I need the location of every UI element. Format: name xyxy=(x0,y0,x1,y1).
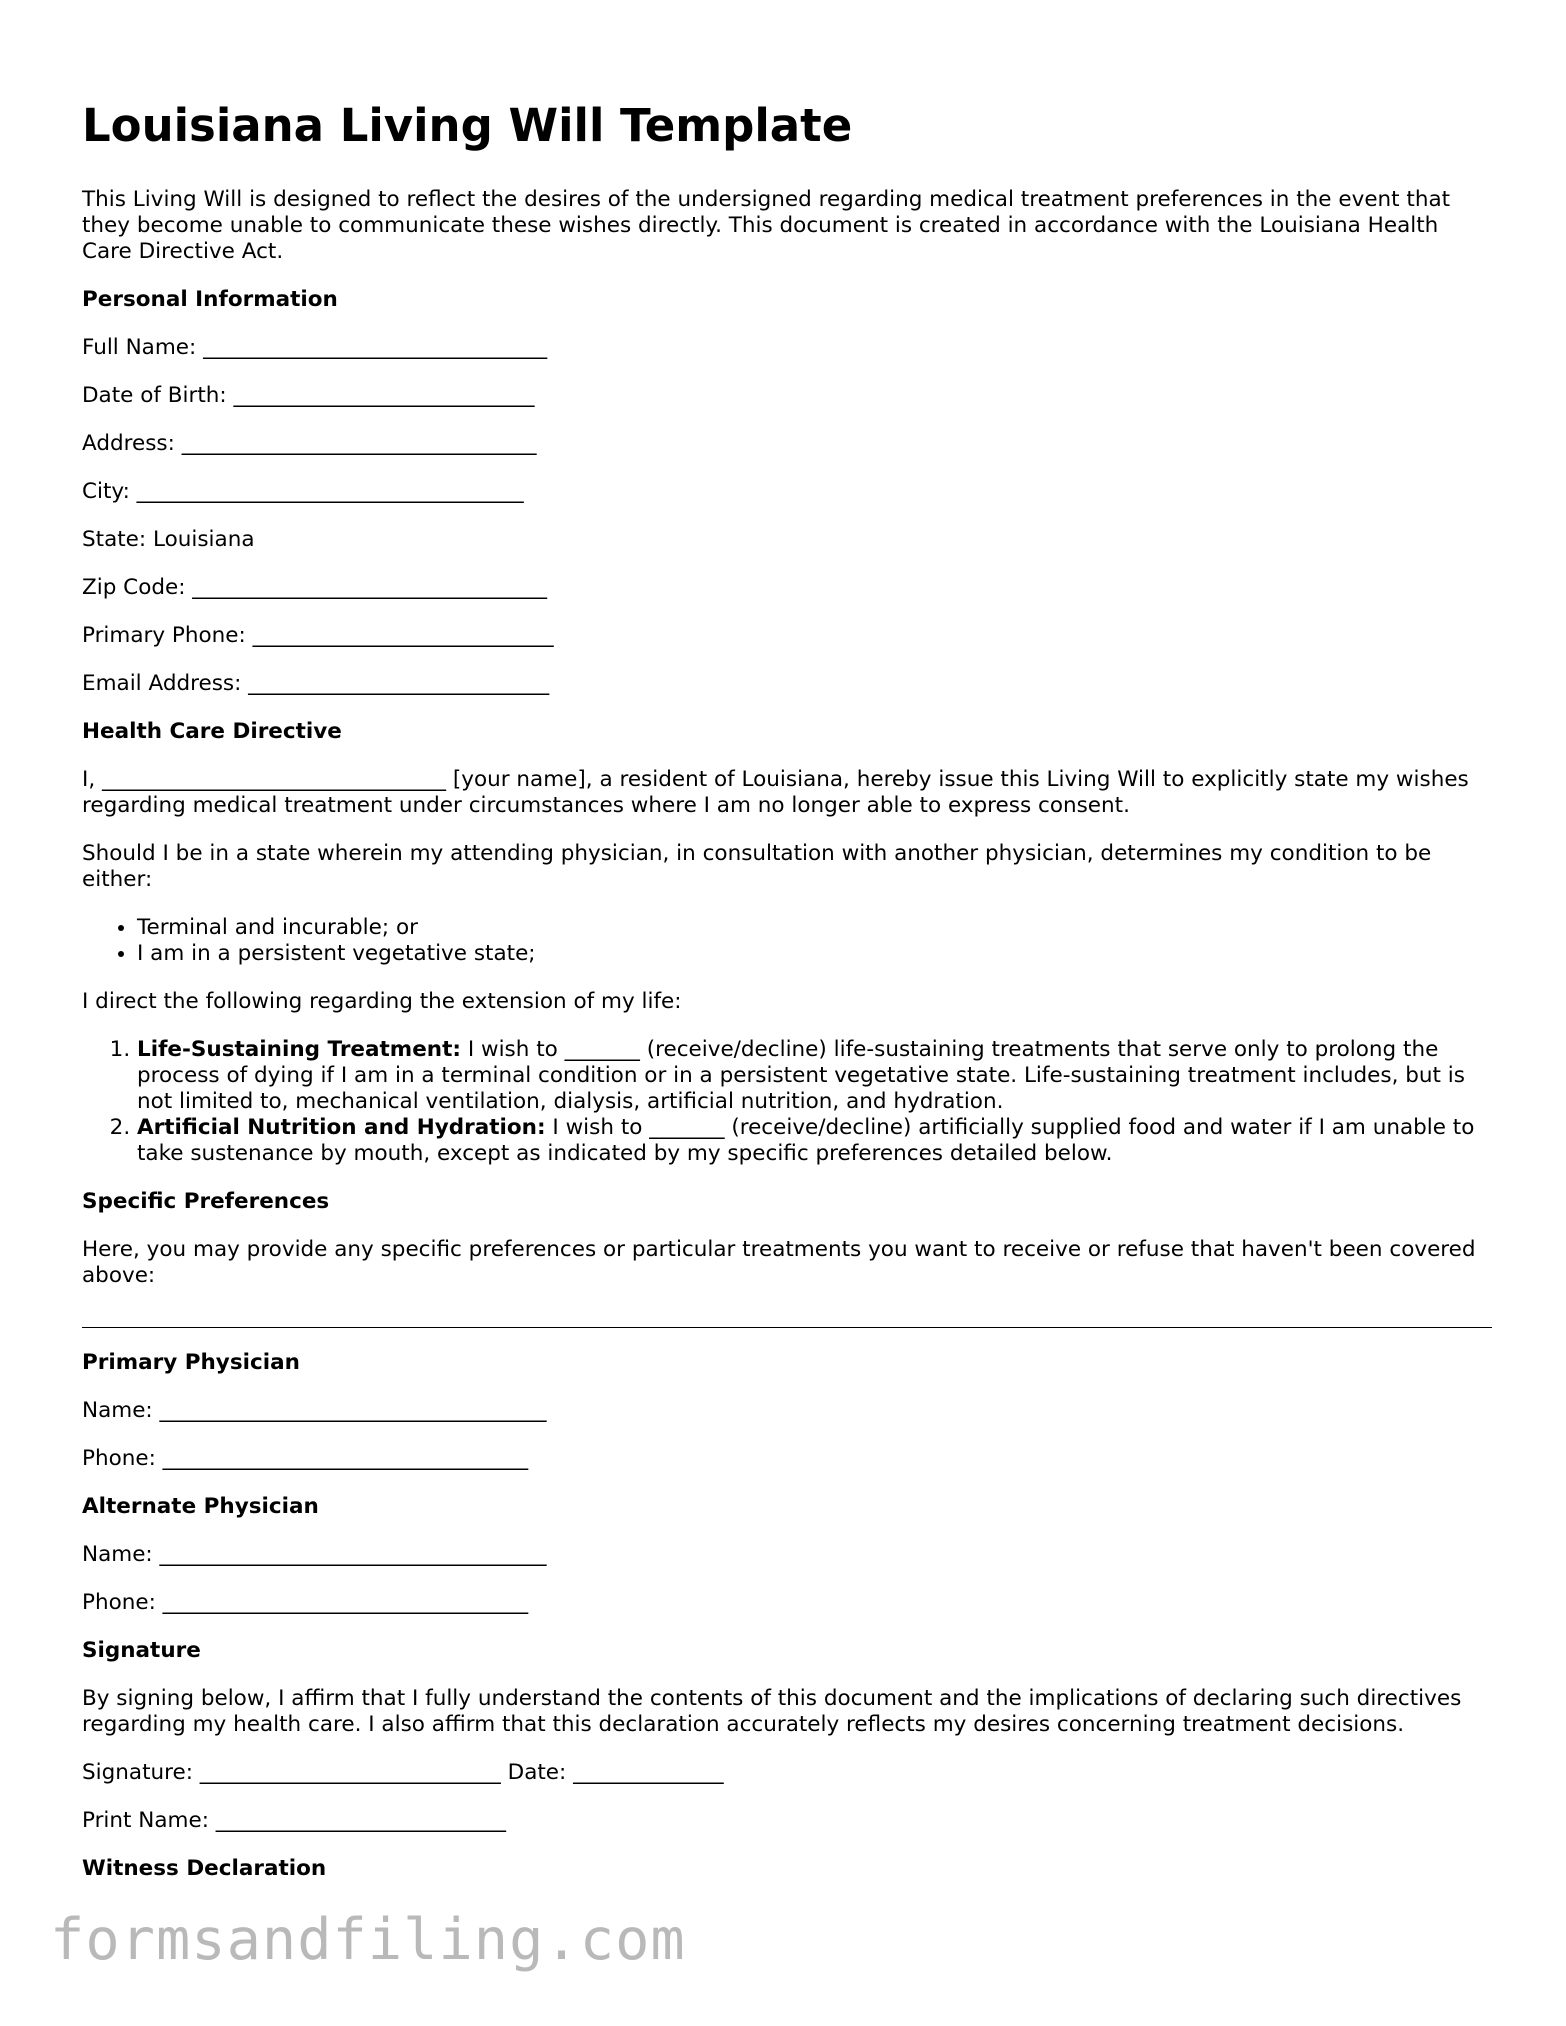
address-field[interactable]: Address: _________________________________ xyxy=(82,431,537,456)
list-item: • I am in a persistent vegetative state; xyxy=(137,941,1492,967)
list-item: • Terminal and incurable; or xyxy=(137,915,1492,941)
intro-paragraph: This Living Will is designed to reflect the desires of the undersigned regarding medical treatment preferences in the event that they become unable to communicate these wishes directly. This document is created in accordance with the Louisiana Health Care Directive Act. xyxy=(82,187,1451,264)
directive-paragraph-1: I, ________________________________ [your name], a resident of Louisiana, hereby issue this Living Will to explicitly state my wishes regarding medical treatment under circumstances where I am no longer able to express consent. xyxy=(82,767,1469,818)
print-name-field[interactable]: Print Name: ___________________________ xyxy=(82,1808,507,1833)
city-field[interactable]: City: ____________________________________ xyxy=(82,479,524,504)
directives-list xyxy=(82,1037,1492,1167)
personal-info-heading: Personal Information xyxy=(82,287,338,312)
witness-heading: Witness Declaration xyxy=(82,1856,327,1881)
document-page xyxy=(82,96,1492,1904)
phone-field[interactable]: Primary Phone: ____________________________ xyxy=(82,623,554,648)
state-field: State: Louisiana xyxy=(82,527,255,552)
signature-date-field[interactable]: Signature: ____________________________ Date: ______________ xyxy=(82,1760,724,1785)
primary-physician-phone-field[interactable]: Phone: __________________________________ xyxy=(82,1446,529,1471)
alternate-physician-name-field[interactable]: Name: ____________________________________ xyxy=(82,1542,547,1567)
page-title: Louisiana Living Will Template xyxy=(82,99,853,152)
preferences-heading: Specific Preferences xyxy=(82,1189,330,1214)
list-item xyxy=(137,1037,1492,1115)
primary-physician-name-field[interactable]: Name: ____________________________________ xyxy=(82,1398,547,1423)
item-text: I wish to _______ (receive/decline) artificially supplied food and water if I am unable to take sustenance by mouth, except as indicated by my specific preferences detailed below. xyxy=(137,1115,1475,1166)
preferences-paragraph: Here, you may provide any specific preferences or particular treatments you want to receive or refuse that haven't been covered above: xyxy=(82,1237,1476,1288)
directive-heading: Health Care Directive xyxy=(82,719,342,744)
dob-field[interactable]: Date of Birth: ____________________________ xyxy=(82,383,535,408)
signature-paragraph: By signing below, I affirm that I fully understand the contents of this document and the implications of declaring such directives regarding my health care. I also affirm that this declaration accurately reflects my desires concerning treatment decisions. xyxy=(82,1686,1462,1737)
watermark: formsandfiling.com xyxy=(50,1907,686,1973)
directive-paragraph-2: Should I be in a state wherein my attending physician, in consultation with another physician, determines my condition to be either: xyxy=(82,841,1432,892)
email-field[interactable]: Email Address: ____________________________ xyxy=(82,671,550,696)
list-item xyxy=(137,1115,1492,1167)
primary-physician-heading: Primary Physician xyxy=(82,1350,300,1375)
signature-heading: Signature xyxy=(82,1638,201,1663)
item-label: Life-Sustaining Treatment: xyxy=(137,1037,461,1062)
directive-paragraph-3: I direct the following regarding the extension of my life: xyxy=(82,989,682,1014)
conditions-list xyxy=(82,915,1492,967)
alternate-physician-phone-field[interactable]: Phone: __________________________________ xyxy=(82,1590,529,1615)
full-name-field[interactable]: Full Name: ________________________________ xyxy=(82,335,548,360)
preferences-input-line[interactable] xyxy=(82,1327,1492,1328)
item-label: Artificial Nutrition and Hydration: xyxy=(137,1115,546,1140)
zip-field[interactable]: Zip Code: _________________________________ xyxy=(82,575,548,600)
item-text: I wish to _______ (receive/decline) life-sustaining treatments that serve only to prolong the process of dying if I am in a terminal condition or in a persistent vegetative state. Life-sustaining treatment includes, but is not limited to, mechanical ventilation, dialysis, artificial nutrition, and hydration. xyxy=(137,1037,1465,1114)
alternate-physician-heading: Alternate Physician xyxy=(82,1494,319,1519)
